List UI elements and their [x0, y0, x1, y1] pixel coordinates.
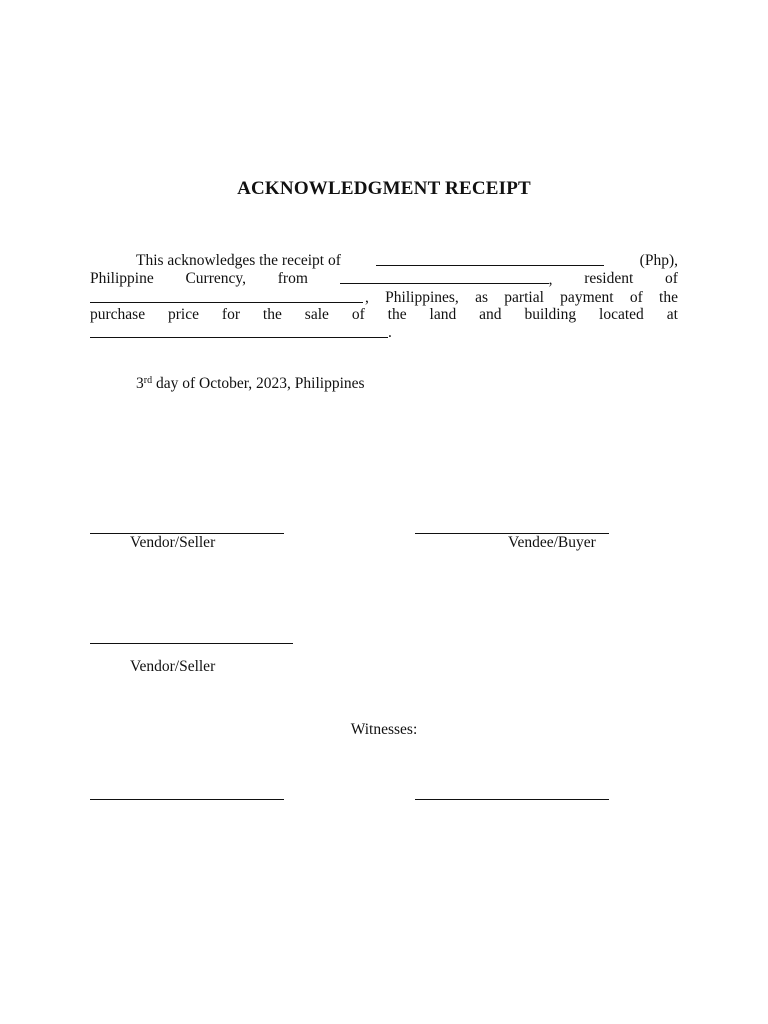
period: . — [388, 324, 392, 342]
word: at — [666, 306, 678, 324]
paragraph-line-5 — [90, 324, 678, 342]
witness-2-signature-line[interactable] — [415, 799, 609, 800]
word: and — [479, 306, 502, 324]
word: sale — [304, 306, 329, 324]
amount-blank-field[interactable] — [376, 252, 604, 266]
vendor-seller-label: Vendor/Seller — [130, 534, 216, 551]
vendee-buyer-label: Vendee/Buyer — [508, 534, 596, 551]
day-number: 3 — [136, 375, 144, 392]
date-line — [136, 375, 365, 393]
payer-name-group — [340, 270, 553, 289]
payer-name-blank-field[interactable] — [340, 270, 549, 284]
word: the — [387, 306, 407, 324]
property-location-blank-field[interactable] — [90, 324, 388, 338]
word: of — [351, 306, 365, 324]
word-of: of — [665, 269, 678, 287]
word: located — [599, 306, 644, 324]
word-resident: resident — [584, 269, 634, 287]
witness-1-signature-line[interactable] — [90, 799, 284, 800]
witnesses-heading: Witnesses: — [350, 721, 418, 738]
php-suffix: (Php), — [639, 252, 678, 269]
word: the — [262, 306, 282, 324]
document-title: ACKNOWLEDGMENT RECEIPT — [237, 178, 531, 199]
paragraph-line-1 — [90, 252, 678, 270]
paragraph-line-2 — [90, 270, 678, 289]
word: purchase — [90, 306, 146, 324]
word: building — [524, 306, 577, 324]
paragraph-line-4 — [90, 306, 678, 324]
residence-blank-field[interactable] — [90, 289, 363, 303]
word-philippine: Philippine — [90, 269, 154, 287]
word-currency: Currency, — [185, 269, 247, 287]
partial-payment-text — [363, 289, 678, 307]
word-from: from — [277, 269, 308, 287]
word: for — [221, 306, 240, 324]
receipt-paragraph — [90, 252, 678, 342]
comma-after-payer: , — [548, 270, 553, 288]
paragraph-line-3 — [90, 289, 678, 307]
word: price — [168, 306, 199, 324]
date-rest: day of October, 2023, Philippines — [152, 375, 365, 392]
partial-payment-phrase: , Philippines, as partial payment of the — [365, 288, 678, 306]
receipt-intro-text: This acknowledges the receipt of — [136, 252, 341, 269]
day-ordinal-suffix: rd — [143, 375, 153, 386]
word: land — [429, 306, 457, 324]
second-vendor-seller-label: Vendor/Seller — [130, 658, 216, 675]
second-vendor-signature-line[interactable] — [90, 643, 293, 644]
